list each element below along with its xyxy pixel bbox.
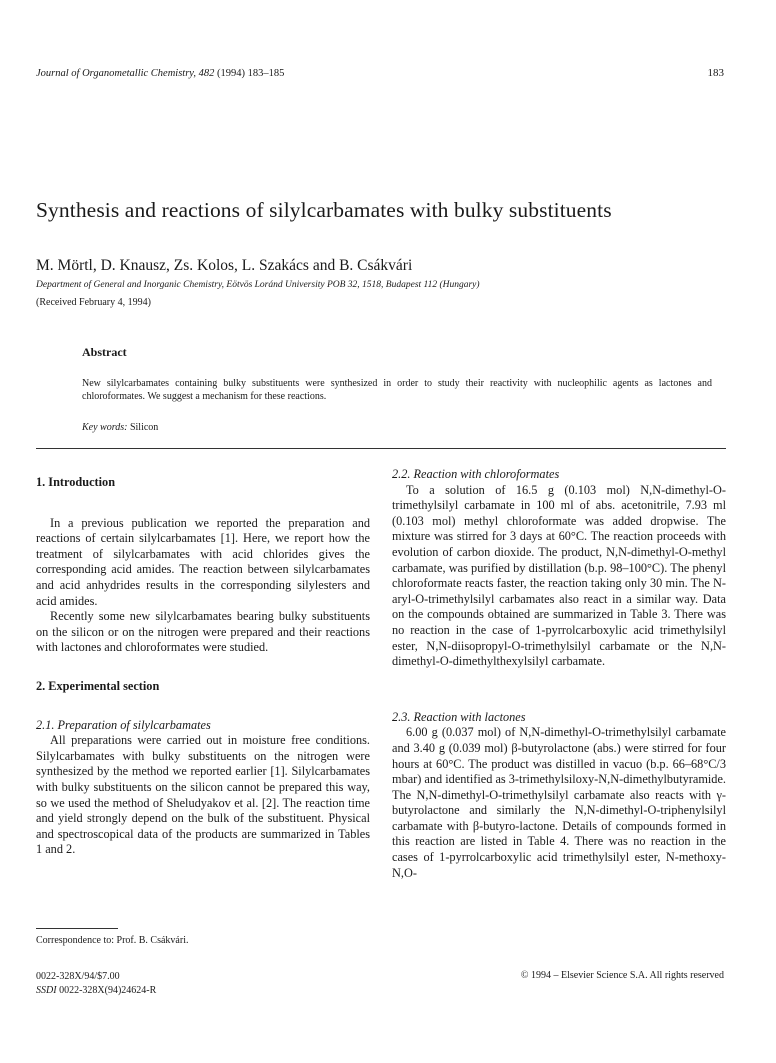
article-authors: M. Mörtl, D. Knausz, Zs. Kolos, L. Szakács and B. Csákvári (36, 257, 413, 274)
footnote-divider (36, 928, 118, 929)
journal-volume: 482 (198, 68, 215, 79)
correspondence-note: Correspondence to: Prof. B. Csákvári. (36, 935, 189, 946)
subsection-heading-lactones: 2.3. Reaction with lactones (392, 709, 526, 724)
keywords-label: Key words: (82, 422, 128, 433)
intro-paragraph-1: In a previous publication we reported the preparation and reactions of certain silylcarbamates [1]. Here, we report how the treatment of silylcarbamates with acid chlorides gives the corresponding acid amides. The reaction between silylcarbamates and acid anhydrides results in the corresponding silylesters and acid amides. (36, 515, 370, 608)
article-title: Synthesis and reactions of silylcarbamates with bulky substituents (36, 198, 612, 222)
page-number: 183 (707, 67, 724, 79)
preparation-paragraph: All preparations were carried out in moisture free conditions. Silylcarbamates with bulky substituents on the nitrogen were synthesized by the method we reported earlier [1]. Silylcarbamates with bulky substituents on the silicon cannot be prepared this way, so we used the method of Sheludyakov et al. [2]. The reaction time and yield strongly depend on the bulk of the substituent. Physical and spectroscopical data of the products are summarized in Tables 1 and 2. (36, 733, 370, 857)
journal-year-pages: (1994) 183–185 (217, 68, 285, 79)
received-date: (Received February 4, 1994) (36, 297, 151, 308)
keywords-value: Silicon (129, 422, 159, 433)
keywords (82, 422, 158, 433)
right-column (392, 467, 726, 881)
abstract-heading: Abstract (82, 345, 127, 359)
journal-name: Journal of Organometallic Chemistry, (36, 68, 197, 79)
copyright-notice: © 1994 – Elsevier Science S.A. All rights reserved (520, 970, 724, 981)
ssdi-label: SSDI (36, 985, 57, 996)
abstract-text: New silylcarbamates containing bulky substituents were synthesized in order to study their reactivity with nucleophilic agents as lactones and chloroformates. We suggest a mechanism for these reactions. (82, 378, 712, 402)
intro-paragraph-2: Recently some new silylcarbamates bearing bulky substituents on the silicon or on the nitrogen were prepared and their reactions with lactones and chloroformates were studied. (36, 609, 370, 655)
subsection-heading-preparation: 2.1. Preparation of silylcarbamates (36, 717, 211, 732)
journal-citation (36, 68, 284, 79)
chloroformates-paragraph: To a solution of 16.5 g (0.103 mol) N,N-dimethyl-O-trimethylsilyl carbamate in 100 ml of abs. acetonitrile, 7.93 ml (0.103 mol) methyl chloroformate was added dropwise. The mixture was stirred for 3 days at 60°C. The reaction proceeds with evolution of carbon dioxide. The product, N,N-dimethyl-O-methyl carbamate, was purified by distillation (b.p. 98–100°C). The phenyl chloroformate reacts faster, the reaction taking only 30 min. The N-aryl-O-trimethylsilyl carbamates also react in a similar way. Data on the compounds obtained are summarized in Table 3. There was no reaction in the case of 1-pyrrolcarboxylic acid trimethylsilyl ester, N,N-diisopropyl-O-trimethylsilyl carbamate or the N,N-dimethyl-O-dimethylthexylsilyl carbamate. (392, 482, 726, 669)
ssdi-code (36, 985, 156, 996)
section-heading-experimental: 2. Experimental section (36, 678, 160, 693)
author-affiliation: Department of General and Inorganic Chemistry, Eötvös Loránd University POB 32, 1518, Budapest 112 (Hungary) (36, 280, 480, 290)
subsection-heading-chloroformates: 2.2. Reaction with chloroformates (392, 467, 560, 481)
lactones-paragraph: 6.00 g (0.037 mol) of N,N-dimethyl-O-trimethylsilyl carbamate and 3.40 g (0.039 mol) β-butyrolactone (abs.) were stirred for four hours at 60°C. The product was distilled in vacuo (b.p. 66–68°C/3 mbar) and identified as 3-trimethylsiloxy-N,N-dimethylbutyramide. The N,N-dimethyl-O-trimethylsilyl carbamate also reacts with γ-butyrolactone and similarly the N,N-dimethyl-O-triphenylsilyl carbamate with β-butyro-lactone. Details of compounds formed in this reaction are listed in Table 4. There was no reaction in the cases of 1-pyrrolcarboxylic acid trimethylsilyl ester, N-methoxy-N,O- (392, 725, 726, 880)
ssdi-value: 0022-328X(94)24624-R (59, 985, 157, 996)
section-heading-introduction: 1. Introduction (36, 475, 116, 489)
header-divider (36, 448, 726, 449)
left-column (36, 475, 370, 858)
article-code: 0022-328X/94/$7.00 (36, 971, 120, 982)
